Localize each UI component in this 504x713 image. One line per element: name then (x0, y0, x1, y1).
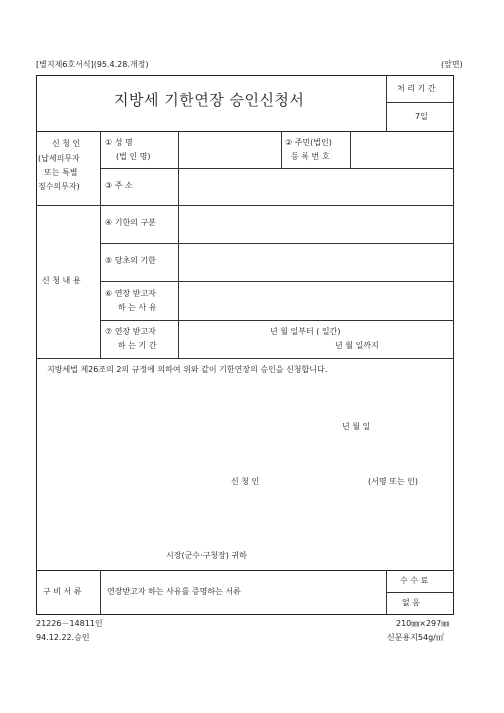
item6-label-sub: 하 는 사 유 (118, 303, 157, 312)
declaration-text: 지방세법 제26조의 2의 규정에 의하여 위와 같이 기한연장의 승인을 신청합니다. (47, 365, 328, 374)
divider (100, 168, 454, 169)
divider (178, 131, 179, 358)
divider (36, 358, 454, 359)
applicant-group-label-4: 징수의무자) (38, 182, 80, 191)
fee-value: 없 음 (402, 598, 420, 607)
fee-label: 수 수 료 (400, 576, 429, 585)
registration-number-label-sub: 등 록 번 호 (291, 152, 330, 161)
divider (100, 320, 454, 321)
divider (100, 131, 101, 358)
registration-number-label: ② 주민(법인) (285, 138, 332, 147)
divider (100, 243, 454, 244)
item7-label-sub: 하 는 기 간 (118, 341, 157, 350)
item5-label: ⑤ 당초의 기한 (105, 256, 156, 265)
divider (100, 570, 101, 615)
item7-label: ⑦ 연장 받고자 (105, 327, 156, 336)
divider (36, 205, 454, 206)
item6-label: ⑥ 연장 받고자 (105, 289, 156, 298)
divider (281, 131, 282, 168)
period-from: 년 월 일부터 ( 일간) (270, 327, 341, 336)
period-to: 년 월 일까지 (335, 341, 379, 350)
divider (386, 592, 454, 593)
page-side-label: (앞면) (441, 60, 463, 69)
signature-hint: (서명 또는 인) (368, 477, 418, 486)
footer-approval-number: 21226－14811인 (36, 619, 103, 628)
application-date: 년 월 일 (342, 422, 371, 431)
form-title: 지방세 기한연장 승인신청서 (114, 91, 305, 109)
application-group-label: 신 청 내 용 (42, 276, 81, 285)
divider (386, 102, 454, 103)
footer-paper-size: 210㎜×297㎜ (396, 619, 450, 628)
attachments-label: 구 비 서 류 (43, 587, 82, 596)
applicant-group-label-3: 또는 특별 (44, 168, 78, 177)
divider (36, 570, 454, 571)
divider (100, 281, 454, 282)
name-label: ① 성 명 (105, 138, 133, 147)
divider (350, 131, 351, 168)
processing-period-value: 7일 (415, 112, 428, 121)
divider (36, 131, 454, 132)
divider (386, 75, 387, 131)
form-border (36, 75, 454, 615)
applicant-signature-label: 신 청 인 (231, 477, 260, 486)
name-label-sub: (법 인 명) (116, 152, 151, 161)
attachments-content: 연장받고자 하는 사유를 증명하는 서류 (107, 587, 241, 596)
applicant-group-label-2: (납세의무자 (38, 154, 80, 163)
recipient: 시장(군수·구청장) 귀하 (166, 551, 247, 560)
form-code: [별지제6호서식](95.4.28.개정) (36, 60, 149, 69)
footer-paper-type: 신문용지54g/㎡ (387, 633, 444, 642)
processing-period-label: 처 리 기 간 (397, 84, 436, 93)
applicant-group-label-1: 신 청 인 (52, 139, 81, 148)
footer-approval-date: 94.12.22.승인 (36, 633, 90, 642)
item4-label: ④ 기한의 구분 (105, 218, 156, 227)
address-label: ③ 주 소 (105, 181, 133, 190)
